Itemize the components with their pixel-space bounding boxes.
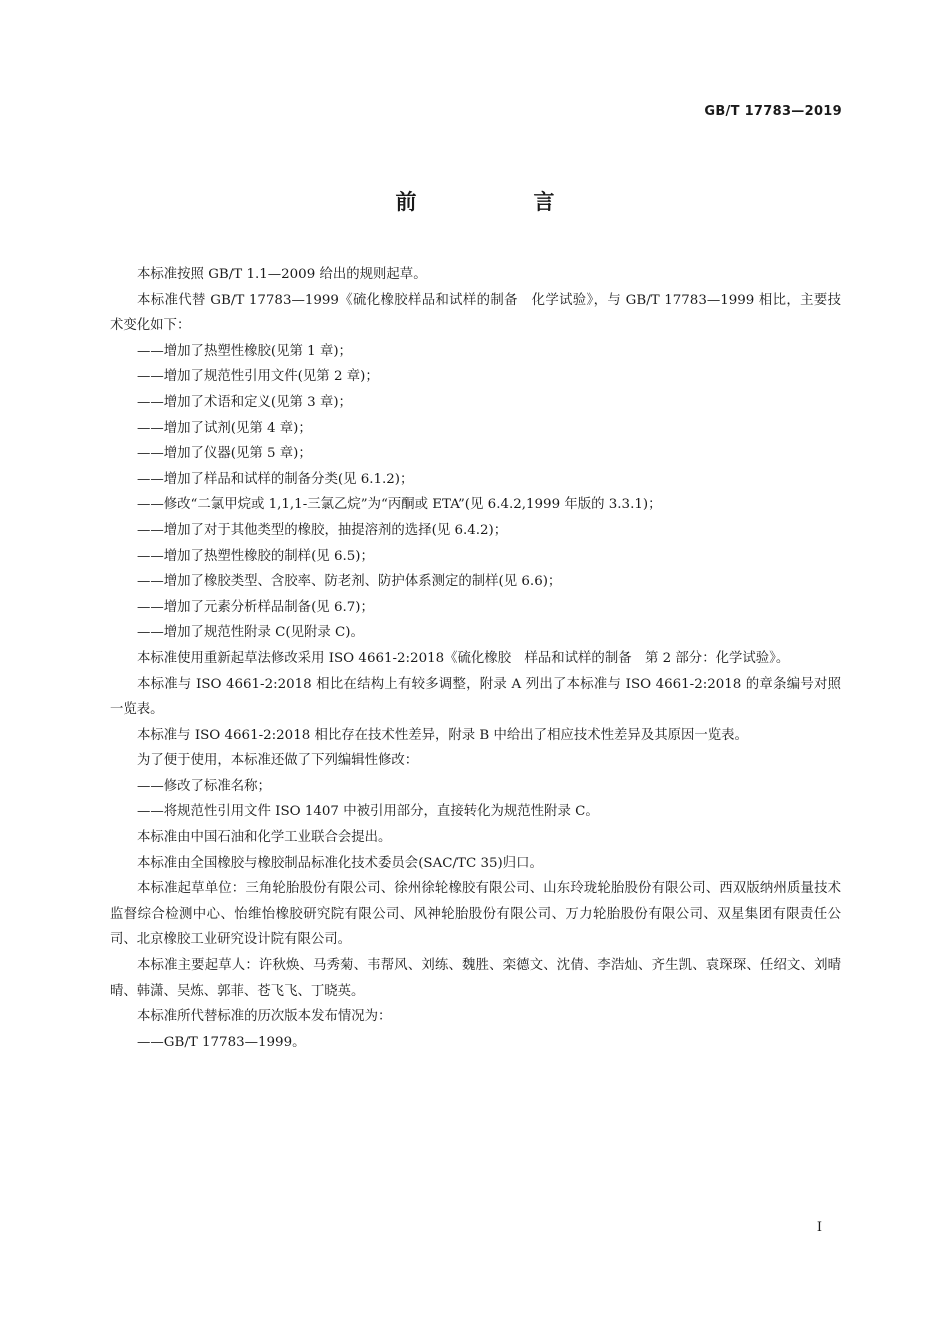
list-item: ——增加了对于其他类型的橡胶，抽提溶剂的选择(见 6.4.2)；	[137, 522, 508, 538]
paragraph: 本标准起草单位：三角轮胎股份有限公司、徐州徐轮橡胶有限公司、山东玲珑轮胎股份有限公司、西双版纳州质量技术监督综合检测中心、怡维怡橡胶研究院有限公司、风神轮胎股份有限公司、万力轮胎股份有限公司、双星集团有限责任公司、北京橡胶工业研究设计院有限公司。	[110, 881, 841, 948]
paragraph: 本标准由全国橡胶与橡胶制品标准化技术委员会(SAC/TC 35)归口。	[137, 855, 543, 871]
standard-number: GB/T 17783—2019	[704, 104, 842, 119]
page-number: I	[816, 1220, 822, 1235]
list-item: ——增加了规范性附录 C(见附录 C)。	[137, 625, 364, 641]
list-item: ——将规范性引用文件 ISO 1407 中被引用部分，直接转化为规范性附录 C。	[137, 804, 599, 820]
list-item: ——GB/T 17783—1999。	[137, 1034, 306, 1050]
list-item: ——增加了术语和定义(见第 3 章)；	[137, 394, 352, 410]
paragraph: 本标准由中国石油和化学工业联合会提出。	[137, 830, 392, 846]
list-item: ——增加了橡胶类型、含胶率、防老剂、防护体系测定的制样(见 6.6)；	[137, 574, 562, 590]
paragraph: 为了便于使用，本标准还做了下列编辑性修改：	[137, 753, 419, 769]
list-item: ——增加了样品和试样的制备分类(见 6.1.2)；	[137, 471, 414, 487]
list-item: ——增加了规范性引用文件(见第 2 章)；	[137, 369, 379, 385]
paragraph: 本标准使用重新起草法修改采用 ISO 4661-2:2018《硫化橡胶 样品和试样的制备 第 2 部分：化学试验》。	[137, 650, 790, 666]
list-item: ——增加了热塑性橡胶(见第 1 章)；	[137, 343, 352, 359]
paragraph: 本标准所代替标准的历次版本发布情况为：	[137, 1009, 392, 1025]
paragraph: 本标准与 ISO 4661-2:2018 相比在结构上有较多调整，附录 A 列出了本标准与 ISO 4661-2:2018 的章条编号对照一览表。	[110, 676, 841, 718]
paragraph: 本标准主要起草人：许秋焕、马秀菊、韦帮风、刘练、魏胜、栾德文、沈倩、李浩灿、齐生凯、袁琛琛、任绍文、刘晴晴、韩潇、吴炼、郭菲、苍飞飞、丁晓英。	[110, 958, 841, 999]
list-item: ——增加了试剂(见第 4 章)；	[137, 420, 312, 436]
paragraph: 本标准代替 GB/T 17783—1999《硫化橡胶样品和试样的制备 化学试验》，与 GB/T 17783—1999 相比，主要技术变化如下：	[110, 292, 841, 334]
list-item: ——修改“二氯甲烷或 1,1,1-三氯乙烷”为“丙酮或 ETA”(见 6.4.2,1999 年版的 3.3.1)；	[137, 497, 662, 513]
paragraph: 本标准按照 GB/T 1.1—2009 给出的规则起草。	[137, 267, 427, 282]
list-item: ——增加了热塑性橡胶的制样(见 6.5)；	[137, 548, 374, 564]
list-item: ——增加了元素分析样品制备(见 6.7)；	[137, 599, 374, 615]
page-title: 前 言	[395, 190, 603, 214]
list-item: ——修改了标准名称；	[137, 778, 271, 794]
foreword-body	[110, 262, 841, 1055]
list-item: ——增加了仪器(见第 5 章)；	[137, 446, 312, 462]
paragraph: 本标准与 ISO 4661-2:2018 相比存在技术性差异，附录 B 中给出了相应技术性差异及其原因一览表。	[137, 727, 748, 743]
